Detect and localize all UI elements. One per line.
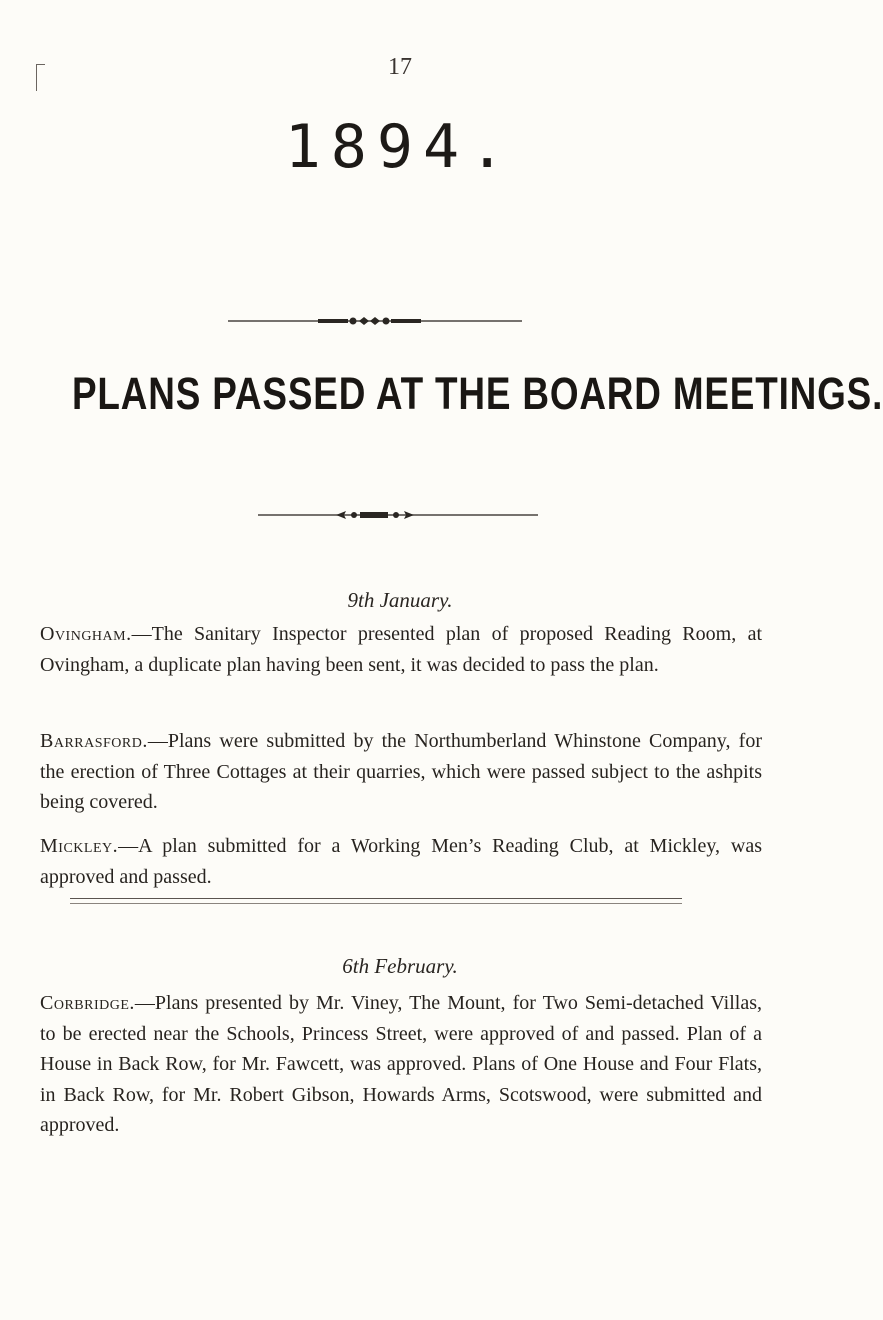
main-title: PLANS PASSED AT THE BOARD MEETINGS. <box>72 368 883 419</box>
entry-text: —Plans were submitted by the Northumberland Whinstone Company, for the erection of Three Cottages at their quarries, which were passed subject to the ashpits being covered. <box>40 730 762 813</box>
place-name: Mickley. <box>40 835 119 857</box>
place-name: Ovingham. <box>40 623 132 645</box>
ornament-rule-top <box>228 315 522 327</box>
ornament-rule-bottom <box>258 509 538 521</box>
place-name: Corbridge. <box>40 992 135 1014</box>
entry-corbridge <box>40 988 762 1141</box>
year-heading: 1894. <box>284 112 516 182</box>
section-divider <box>70 898 682 904</box>
entry-text: —A plan submitted for a Working Men’s Reading Club, at Mickley, was approved and passed. <box>40 835 762 888</box>
page-number: 17 <box>388 54 412 80</box>
entry-mickley <box>40 831 762 892</box>
entry-text: —The Sanitary Inspector presented plan of proposed Reading Room, at Ovingham, a duplicate plan having been sent, it was decided to pass the plan. <box>40 623 762 676</box>
entry-text: —Plans presented by Mr. Viney, The Mount, for Two Semi-detached Villas, to be erected near the Schools, Princess Street, were approved of and passed. Plan of a House in Back Row, for Mr. Fawcett, was approved. Plans of One House and Four Flats, in Back Row, for Mr. Robert Gibson, Howards Arms, Scotswood, were submitted and approved. <box>40 992 762 1136</box>
place-name: Barrasford. <box>40 730 148 752</box>
section-date-january: 9th January. <box>347 588 453 612</box>
entry-ovingham <box>40 619 762 680</box>
entry-barrasford <box>40 726 762 818</box>
section-date-february: 6th February. <box>342 954 458 978</box>
